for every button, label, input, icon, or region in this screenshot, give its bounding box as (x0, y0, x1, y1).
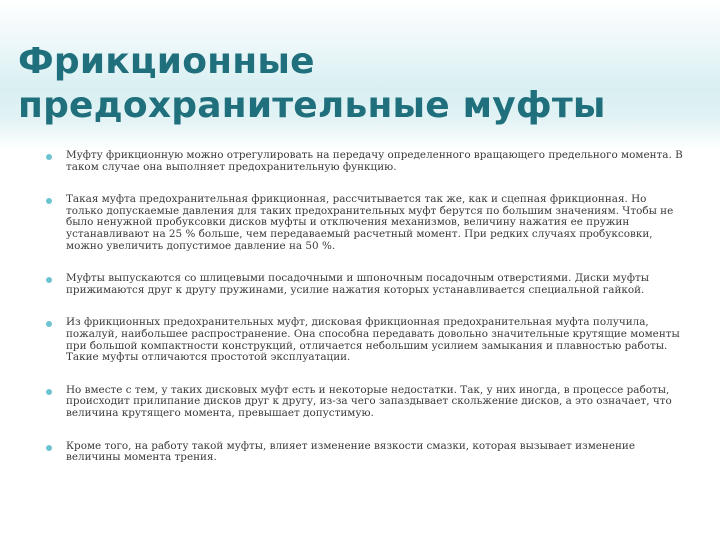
bullet-text: Такая муфта предохранительная фрикционная, рассчитывается так же, как и сцепная фрикционная. Но только допускаемые давления для таких предохранительных муфт берутся по большим значениям. Чтобы не было ненужной пробуксовки дисков муфты и отключения механизмов, величину нажатия ее пружин устанавливают на 25 % больше, чем передаваемый расчетный момент. При редких случаях пробуксовки, можно увеличить допустимое давление на 50 %. (66, 193, 674, 252)
bullet-dot-icon (46, 445, 52, 451)
bullet-dot-icon (46, 389, 52, 395)
slide-title: Фрикционные предохранительные муфты (18, 41, 606, 126)
bullet-text: Муфты выпускаются со шлицевыми посадочными и шпоночным посадочным отверстиями. Диски муфты прижимаются друг к другу пружинами, усилие нажатия которых устанавливается специальной гайкой. (66, 272, 649, 296)
list-item (46, 194, 686, 252)
bullet-text: Из фрикционных предохранительных муфт, дисковая фрикционная предохранительная муфта получила, пожалуй, наибольшее распространение. Она способна передавать довольно значительные крутящие моменты при большой компактности конструкций, отличается небольшим усилием замыкания и плавностью работы. Такие муфты отличаются простотой эксплуатации. (66, 316, 680, 364)
bullet-text: Кроме того, на работу такой муфты, влияет изменение вязкости смазки, которая вызывает изменение величины момента трения. (66, 439, 636, 464)
list-item (46, 441, 686, 464)
list-item (46, 150, 686, 173)
bullet-text: Муфту фрикционную можно отрегулировать на передачу определенного вращающего предельного момента. В таком случае она выполняет предохранительную функцию. (66, 149, 683, 173)
bullet-dot-icon (46, 198, 52, 204)
bullet-dot-icon (46, 277, 52, 283)
bullet-dot-icon (46, 154, 52, 160)
bullet-list (46, 150, 686, 464)
list-item (46, 273, 686, 296)
bullet-text: Но вместе с тем, у таких дисковых муфт есть и некоторые недостатки. Так, у них иногда, в процессе работы, происходит прилипание дисков друг к другу, из-за чего запаздывает скольжение дисков, а это означает, что величина крутящего момента, превышает допустимую. (66, 383, 672, 419)
bullet-dot-icon (46, 321, 52, 327)
list-item (46, 317, 686, 363)
list-item (46, 385, 686, 420)
